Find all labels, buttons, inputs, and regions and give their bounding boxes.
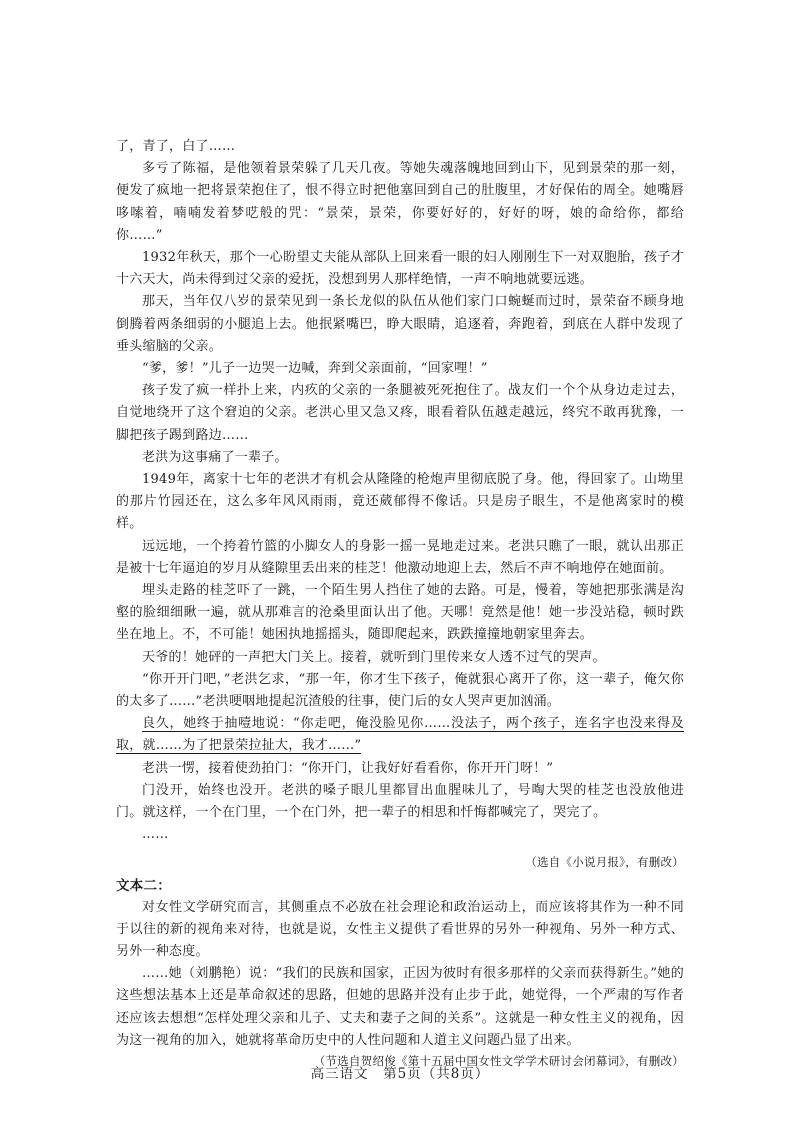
paragraph: 远远地，一个挎着竹篮的小脚女人的身影一摇一晃地走过来。老洪只瞧了一眼，就认出那正是被十七年逼迫的岁月从缝隙里丢出来的桂芝！他激动地迎上去，然后不声不响地停在她面前。 xyxy=(116,538,684,576)
paragraph: 那天，当年仅八岁的景荣见到一条长龙似的队伍从他们家门口蜿蜒而过时，景荣奋不顾身地倒腾着两条细弱的小腿追上去。他抿紧嘴巴，睁大眼睛，追逐着，奔跑着，到底在人群中发现了垂头缩脑的父亲。 xyxy=(116,294,684,354)
paragraph: 对女性文学研究而言，其侧重点不必放在社会理论和政治运动上，而应该将其作为一种不同于以往的新的视角来对待，也就是说，女性主义提供了看世界的另外一种视角、另外一种方式、另外一种态度。 xyxy=(116,899,684,959)
source-citation: （选自《小说月报》，有删改） xyxy=(525,854,684,869)
section-title: 文本二： xyxy=(116,877,171,894)
paragraph: 埋头走路的桂芝吓了一跳，一个陌生男人挡住了她的去路。可是，慢着，等她把那张满是沟壑的脸细细瞅一遍，就从那难言的沧桑里面认出了他。天哪！竟然是他！她一步没站稳，顿时跌坐在地上。不，不可能！她困执地摇摇头，随即爬起来，跌跌撞撞地朝家里奔去。 xyxy=(116,583,684,643)
source-citation: （节选自贺绍俊《第十五届中国女性文学学术研讨会闭幕词》，有删改） xyxy=(313,1053,684,1068)
paragraph: 老洪一愣，接着使劲拍门：“你开门，让我好好看看你，你开开门呀！” xyxy=(142,760,554,776)
paragraph: 1932年秋天，那个一心盼望丈夫能从部队上回来看一眼的妇人刚刚生下一对双胞胎，孩子才十六天大，尚未得到过父亲的爱抚，没想到男人那样绝情，一声不响地就要远逃。 xyxy=(116,250,684,288)
paragraph: 门没开，始终也没开。老洪的嗓子眼儿里都冒出血腥味儿了，号啕大哭的桂芝也没放他进门。就这样，一个在门里，一个在门外，把一辈子的相思和忏悔都喊完了，哭完了。 xyxy=(116,782,684,821)
underlined-text: 良久，她终于抽噎地说：“你走吧，俺没脸见你……没法子，两个孩子，连名字也没来得及取，就……为了把景荣拉扯大，我才……” xyxy=(116,716,684,754)
text2-section xyxy=(116,875,684,1070)
paragraph: 孩子发了疯一样扑上来，内疚的父亲的一条腿被死死抱住了。战友们一个个从身边走过去，自觉地绕开了这个窘迫的父亲。老洪心里又急又疼，眼看着队伍越走越远，终究不敢再犹豫，一脚把孩子踢到路边…… xyxy=(116,383,684,443)
page-content xyxy=(116,136,684,1070)
page-footer: 高三语文 第5页（共8页） xyxy=(310,1066,490,1082)
underlined-paragraph xyxy=(116,713,684,757)
paragraph: “你开开门吧，”老洪乞求，“那一年，你才生下孩子，俺就狠心离开了你，这一辈子，俺欠你的太多了……”老洪哽咽地提起沉渣般的往事，使门后的女人哭声更加汹涌。 xyxy=(116,671,684,710)
paragraph: 1949年，离家十七年的老洪才有机会从隆隆的枪炮声里彻底脱了身。他，得回家了。山坳里的那片竹园还在，这么多年风风雨雨，竟还葳郁得不像话。只是房子眼生，不是他离家时的模样。 xyxy=(116,472,684,532)
paragraph: 了，青了，白了…… xyxy=(116,139,236,154)
paragraph: 多亏了陈福，是他领着景荣躲了几天几夜。等她失魂落魄地回到山下，见到景荣的那一刻，便发了疯地一把将景荣抱住了，恨不得立时把他塞回到自己的肚腹里，才好保佑的周全。她嘴唇哆嗦着，喃喃发着梦呓般的咒：“景荣，景荣，你要好好的，好好的呀，娘的命给你，都给你……” xyxy=(116,161,684,243)
paragraph: “爹，爹！”儿子一边哭一边喊，奔到父亲面前，“回家哩！” xyxy=(142,361,488,377)
paragraph: 老洪为这事痛了一辈子。 xyxy=(142,449,288,465)
ellipsis-paragraph: …… xyxy=(142,827,169,843)
story-section xyxy=(116,136,684,871)
paragraph: 天爷的！她砰的一声把大门关上。接着，就听到门里传来女人透不过气的哭声。 xyxy=(142,649,606,665)
paragraph: ……她（刘鹏艳）说：“我们的民族和国家，正因为彼时有很多那样的父亲而获得新生。”她的这些想法基本上还是革命叙述的思路，但她的思路并没有止步于此，她觉得，一个严肃的写作者还应该去想想“怎样处理父亲和儿子、丈夫和妻子之间的关系”。这就是一种女性主义的视角，因为这一视角的加入，她就将革命历史中的人性问题和人道主义问题凸显了出来。 xyxy=(116,966,684,1048)
